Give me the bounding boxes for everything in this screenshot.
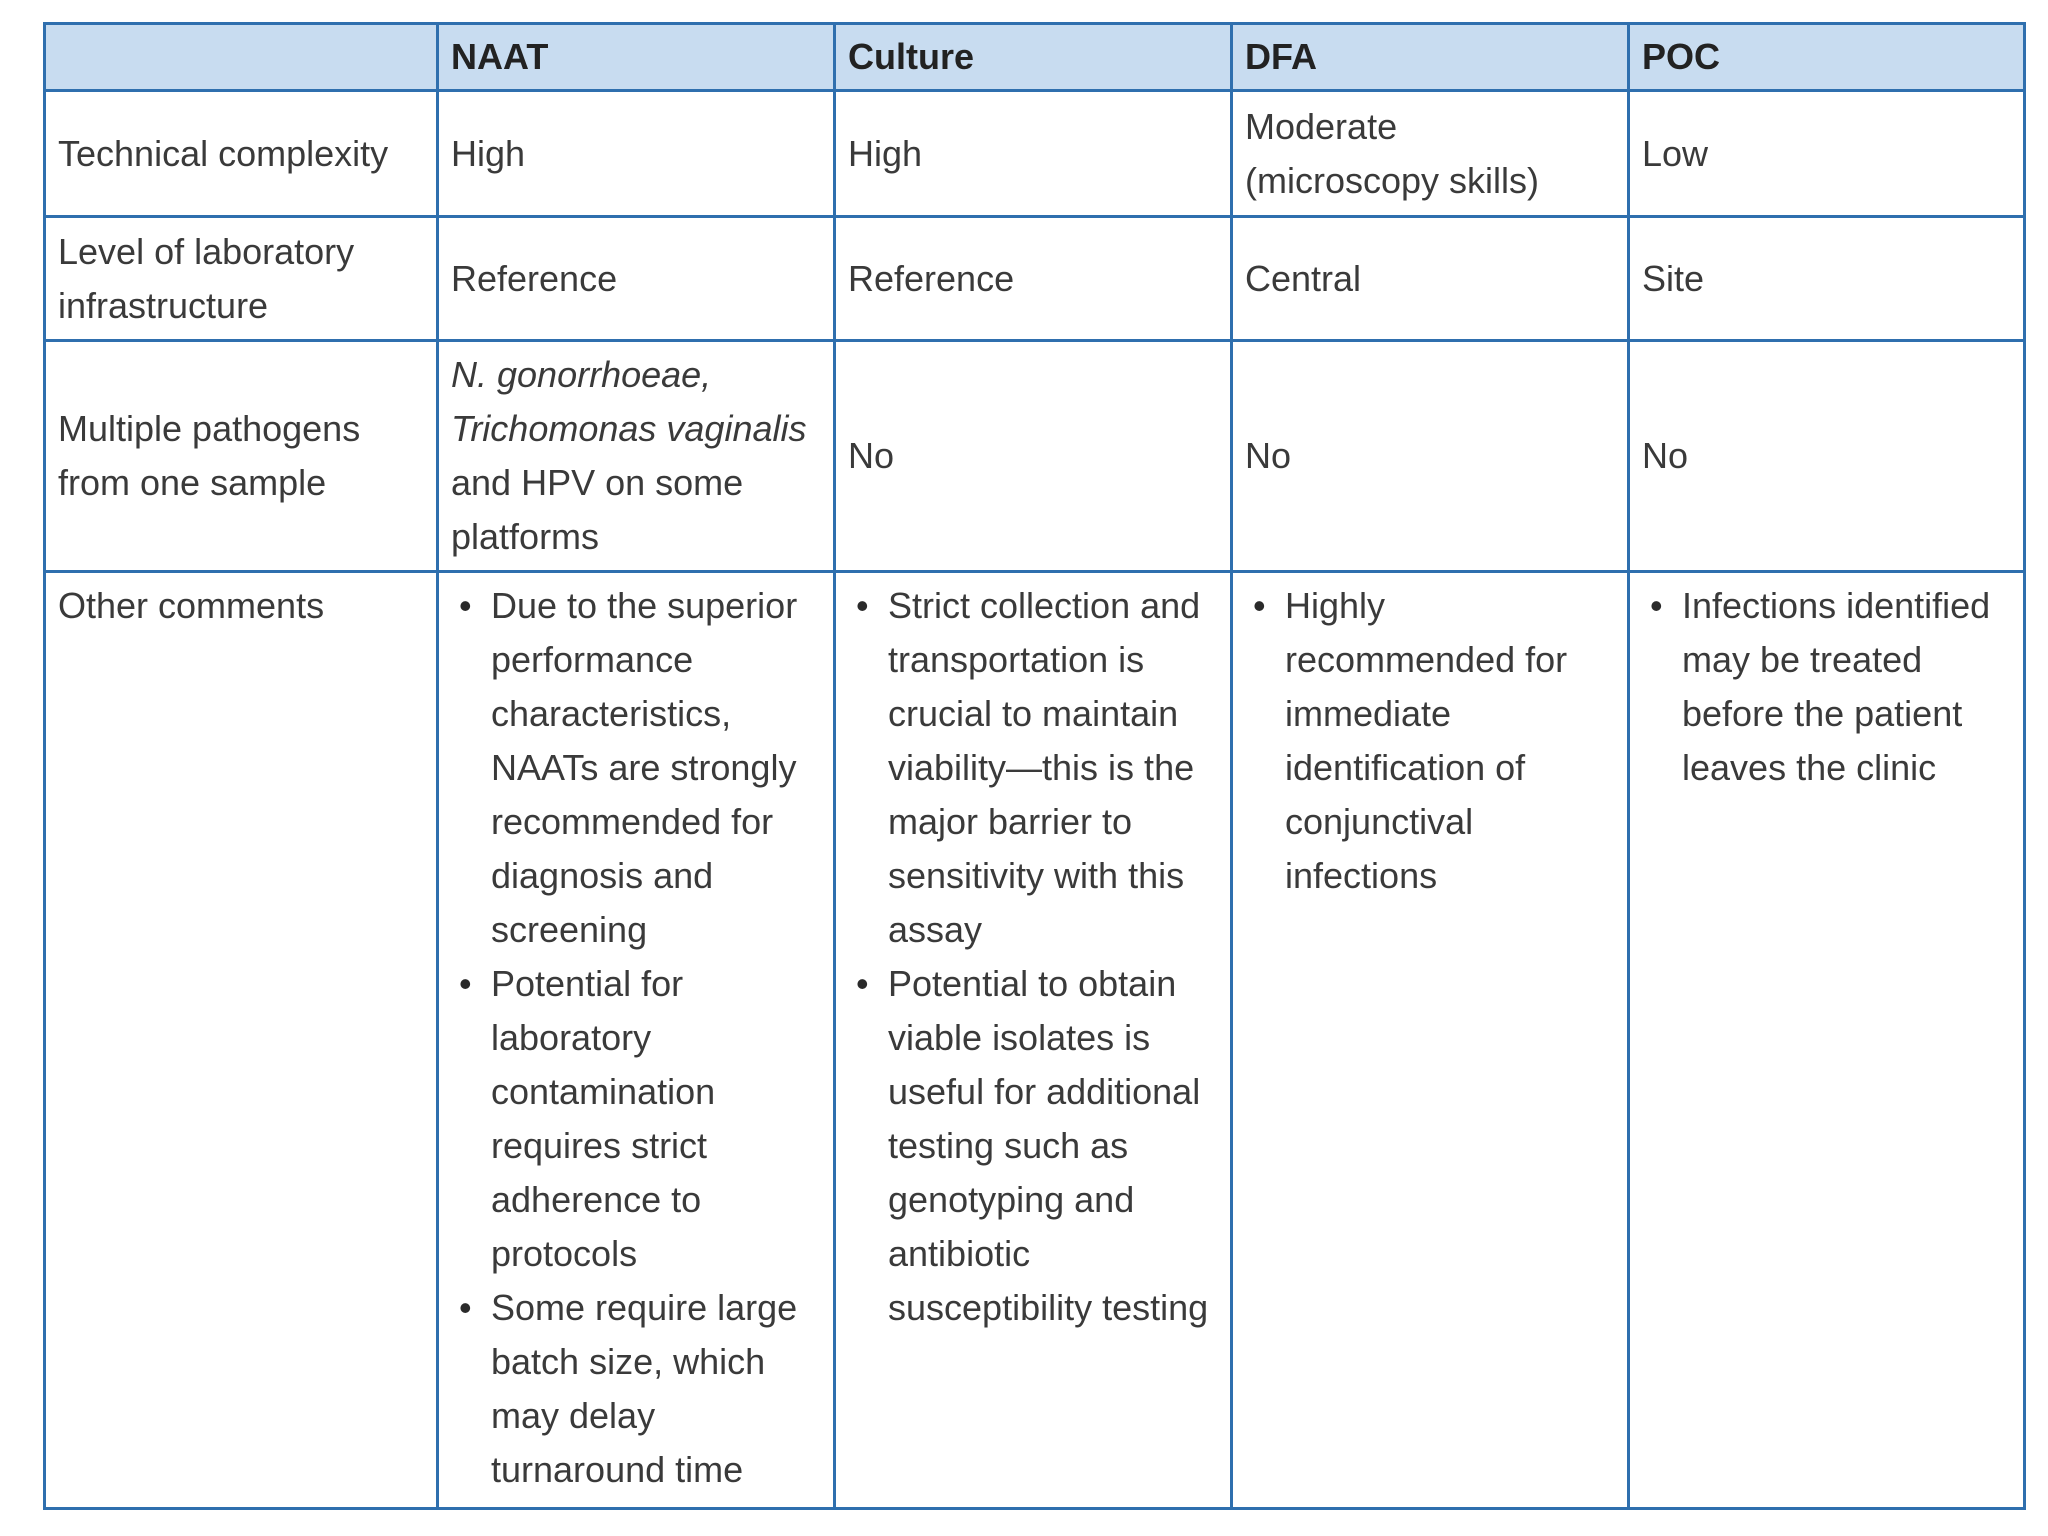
pathogen-extra: and HPV on some platforms <box>451 462 744 557</box>
cell-dfa: Central <box>1232 217 1629 341</box>
bullet-list <box>1245 579 1615 903</box>
header-dfa: DFA <box>1232 24 1629 91</box>
diagnostic-methods-table <box>43 22 2026 1510</box>
row-label: Multiple pathogens from one sample <box>45 341 438 572</box>
cell-dfa-line: Moderate <box>1245 105 1398 147</box>
cell-culture: Reference <box>835 217 1232 341</box>
bullet-list <box>451 579 821 1497</box>
cell-naat <box>438 341 835 572</box>
cell-culture: High <box>835 91 1232 217</box>
cell-poc: Site <box>1629 217 2025 341</box>
cell-culture: No <box>835 341 1232 572</box>
header-poc: POC <box>1629 24 2025 91</box>
bullet-item: • Infections identified may be treated before the patient leaves the clinic <box>1682 579 2011 795</box>
pathogen-names: N. gonorrhoeae, Trichomonas vaginalis <box>451 354 807 449</box>
bullet-list <box>1642 579 2011 795</box>
cell-poc: No <box>1629 341 2025 572</box>
bullet-list <box>848 579 1218 1335</box>
table-row <box>45 217 2025 341</box>
cell-poc <box>1629 572 2025 1509</box>
bullet-item: • Potential for laboratory contamination requires strict adherence to protocols <box>491 957 821 1281</box>
table-row <box>45 572 2025 1509</box>
cell-dfa-line: (microscopy skills) <box>1245 159 1540 201</box>
header-naat: NAAT <box>438 24 835 91</box>
bullet-item: • Some require large batch size, which may delay turnaround time <box>491 1281 821 1497</box>
row-label: Technical complexity <box>45 91 438 217</box>
header-culture: Culture <box>835 24 1232 91</box>
header-row <box>45 24 2025 91</box>
table-row <box>45 341 2025 572</box>
bullet-item: • Strict collection and transportation is crucial to maintain viability—this is the major barrier to sensitivity with this assay <box>888 579 1218 957</box>
row-label: Other comments <box>45 572 438 1509</box>
cell-dfa <box>1232 91 1629 217</box>
cell-culture <box>835 572 1232 1509</box>
cell-poc: Low <box>1629 91 2025 217</box>
cell-naat: Reference <box>438 217 835 341</box>
row-label: Level of laboratory infrastructure <box>45 217 438 341</box>
bullet-item: • Due to the superior performance characteristics, NAATs are strongly recommended for diagnosis and screening <box>491 579 821 957</box>
bullet-item: • Potential to obtain viable isolates is useful for additional testing such as genotyping and antibiotic susceptibility testing <box>888 957 1218 1335</box>
comparison-table <box>43 22 2023 1510</box>
bullet-item: • Highly recommended for immediate identification of conjunctival infections <box>1285 579 1615 903</box>
cell-dfa: No <box>1232 341 1629 572</box>
cell-naat <box>438 572 835 1509</box>
cell-naat: High <box>438 91 835 217</box>
cell-dfa <box>1232 572 1629 1509</box>
table-row <box>45 91 2025 217</box>
header-corner <box>45 24 438 91</box>
